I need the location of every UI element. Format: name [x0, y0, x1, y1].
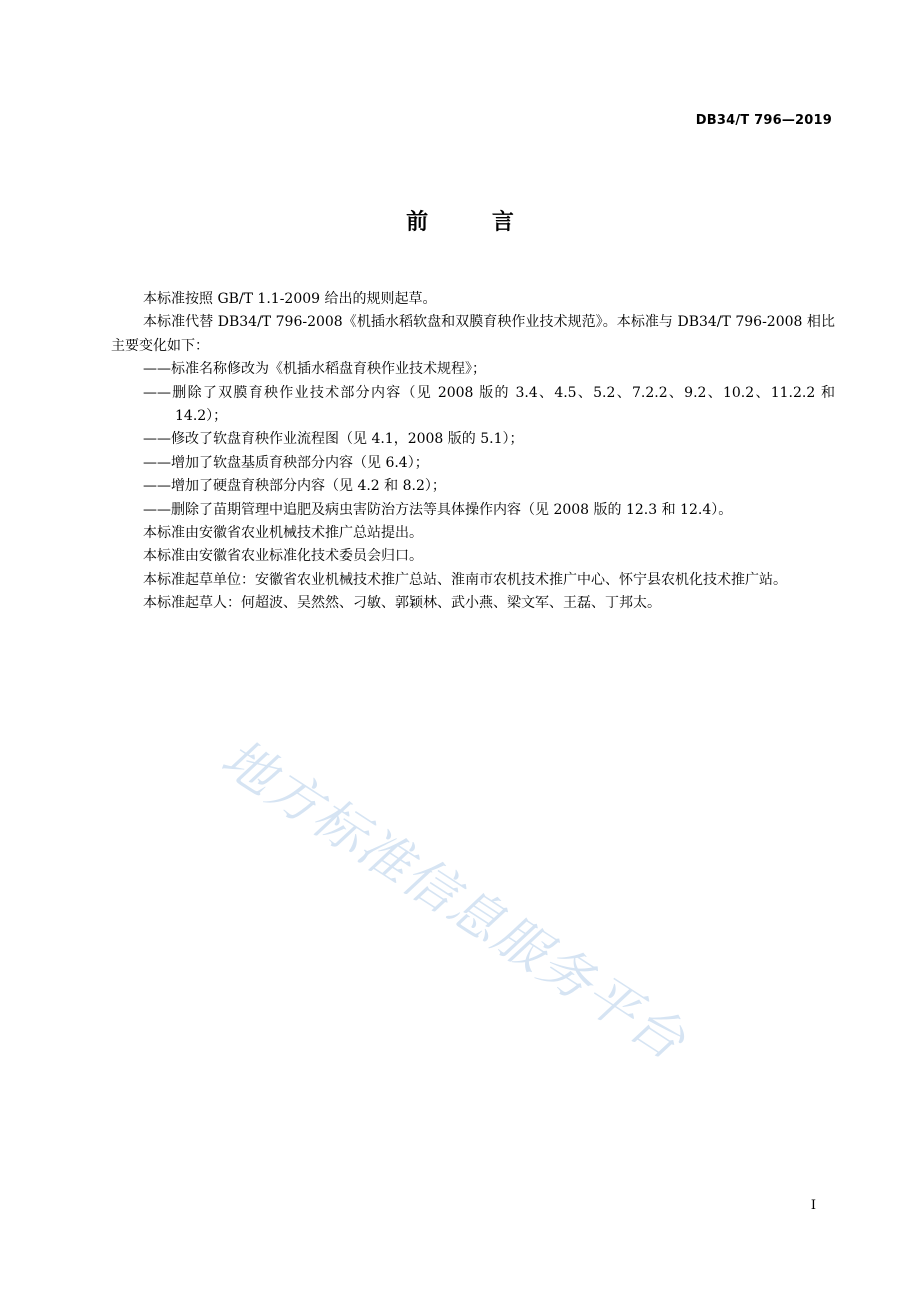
paragraph-drafting-units: 本标准起草单位：安徽省农业机械技术推广总站、淮南市农机技术推广中心、怀宁县农机化技术推广站。 — [143, 571, 787, 588]
page-title: 前 言 — [406, 210, 542, 235]
paragraph-drafting-rules: 本标准按照 GB/T 1.1-2009 给出的规则起草。 — [143, 291, 437, 307]
paragraph-proposer: 本标准由安徽省农业机械技术推广总站提出。 — [143, 525, 423, 542]
change-item: ——增加了软盘基质育秧部分内容（见 6.4）； — [143, 454, 429, 471]
change-item: ——修改了软盘育秧作业流程图（见 4.1，2008 版的 5.1）； — [143, 431, 524, 448]
watermark: 地方标准信息服务平台 — [210, 728, 697, 1073]
foreword-body — [111, 288, 835, 616]
standard-code: DB34/T 796—2019 — [695, 113, 832, 128]
page-number: I — [810, 1198, 816, 1213]
paragraph-replacement: 本标准代替 DB34/T 796-2008《机插水稻软盘和双膜育秧作业技术规范》。本标准与 DB34/T 796-2008 相比主要变化如下： — [111, 314, 835, 354]
paragraph-centralized-unit: 本标准由安徽省农业标准化技术委员会归口。 — [143, 548, 423, 565]
change-item: ——删除了双膜育秧作业技术部分内容（见 2008 版的 3.4、4.5、5.2、7.2.2、9.2、10.2、11.2.2 和 14.2）； — [143, 384, 835, 425]
change-item: ——标准名称修改为《机插水稻盘育秧作业技术规程》； — [143, 361, 486, 378]
change-item: ——删除了苗期管理中追肥及病虫害防治方法等具体操作内容（见 2008 版的 12.3 和 12.4）。 — [143, 501, 733, 518]
change-item: ——增加了硬盘育秧部分内容（见 4.2 和 8.2）； — [143, 478, 446, 495]
paragraph-drafters: 本标准起草人：何超波、吴然然、刁敏、郭颖林、武小燕、梁文军、王磊、丁邦太。 — [143, 595, 661, 612]
